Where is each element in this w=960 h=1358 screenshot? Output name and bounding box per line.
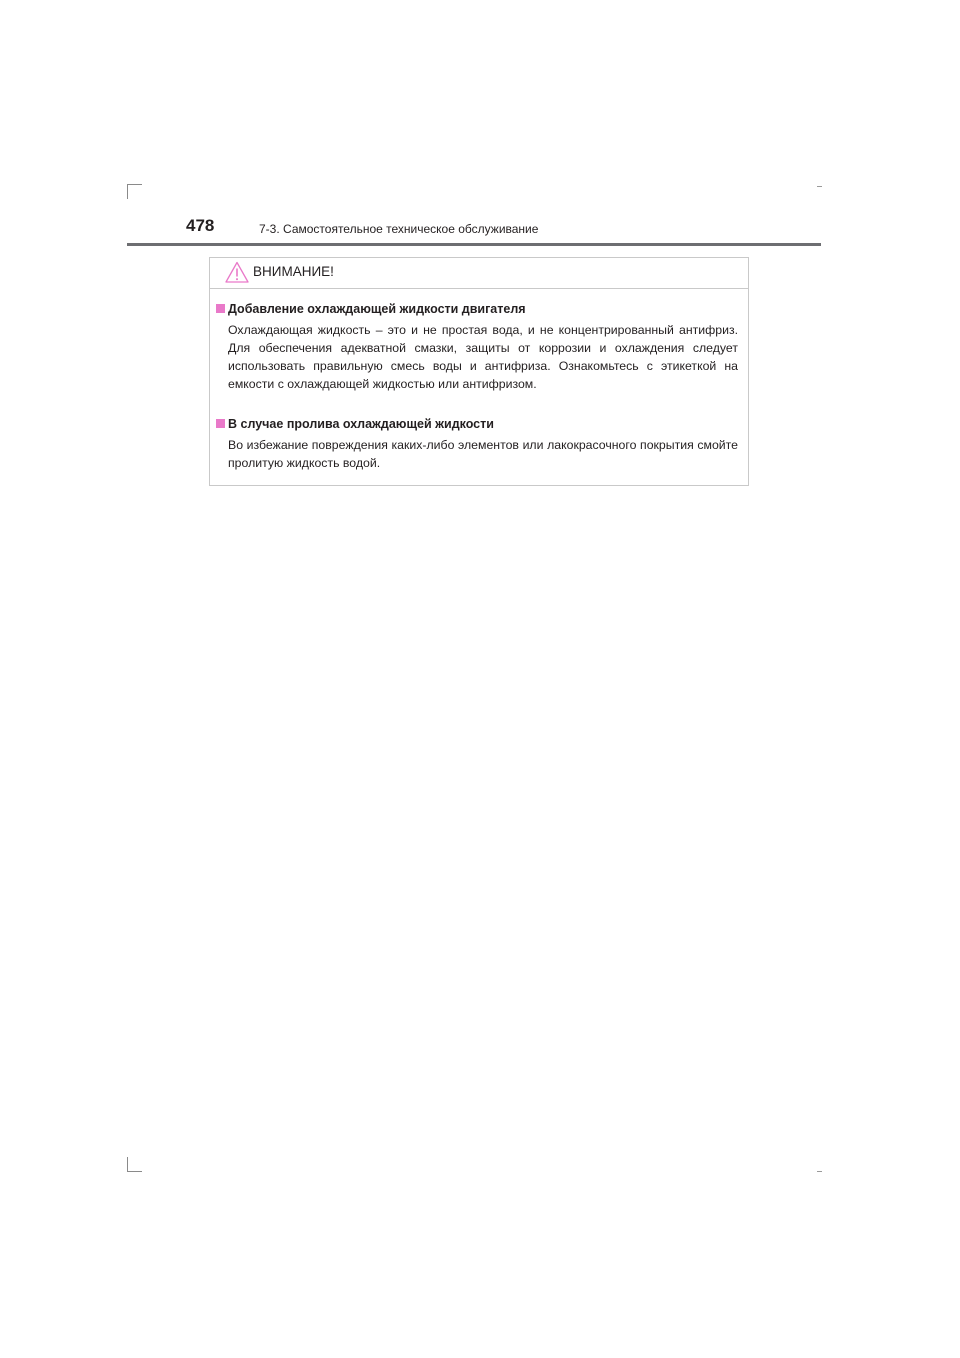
warning-item bbox=[216, 415, 738, 472]
item-heading: Добавление охлаждающей жидкости двигателя bbox=[216, 300, 738, 318]
crop-mark-top-right bbox=[817, 186, 822, 187]
warning-title: ВНИМАНИЕ! bbox=[253, 264, 334, 279]
warning-item bbox=[216, 300, 738, 393]
warning-header bbox=[210, 258, 748, 289]
item-heading: В случае пролива охлаждающей жидкости bbox=[216, 415, 738, 433]
item-text: Во избежание повреждения каких-либо элементов или лакокрасочного покрытия смойте пролитую жидкость водой. bbox=[228, 438, 738, 470]
pink-square-bullet-icon bbox=[216, 419, 225, 428]
section-title: 7-3. Самостоятельное техническое обслуживание bbox=[259, 222, 539, 236]
warning-triangle-icon bbox=[225, 261, 249, 283]
crop-mark-bottom-right bbox=[817, 1171, 822, 1172]
crop-mark-bottom-left-h bbox=[127, 1171, 142, 1172]
crop-mark-top-left-h bbox=[127, 184, 142, 185]
crop-mark-top-left-v bbox=[127, 184, 128, 199]
crop-mark-bottom-left-v bbox=[127, 1157, 128, 1172]
warning-box bbox=[209, 257, 749, 486]
header-rule bbox=[127, 243, 821, 246]
page-number: 478 bbox=[186, 216, 215, 235]
item-text: Охлаждающая жидкость – это и не простая вода, и не концентрированный антифриз. Для обеспечения адекватной смазки, защиты от коррозии и охлаждения следует использовать правильную смесь воды и антифриза. Ознакомьтесь с этикеткой на емкости с охлаждающей жидкостью или антифризом. bbox=[228, 323, 738, 391]
pink-square-bullet-icon bbox=[216, 304, 225, 313]
